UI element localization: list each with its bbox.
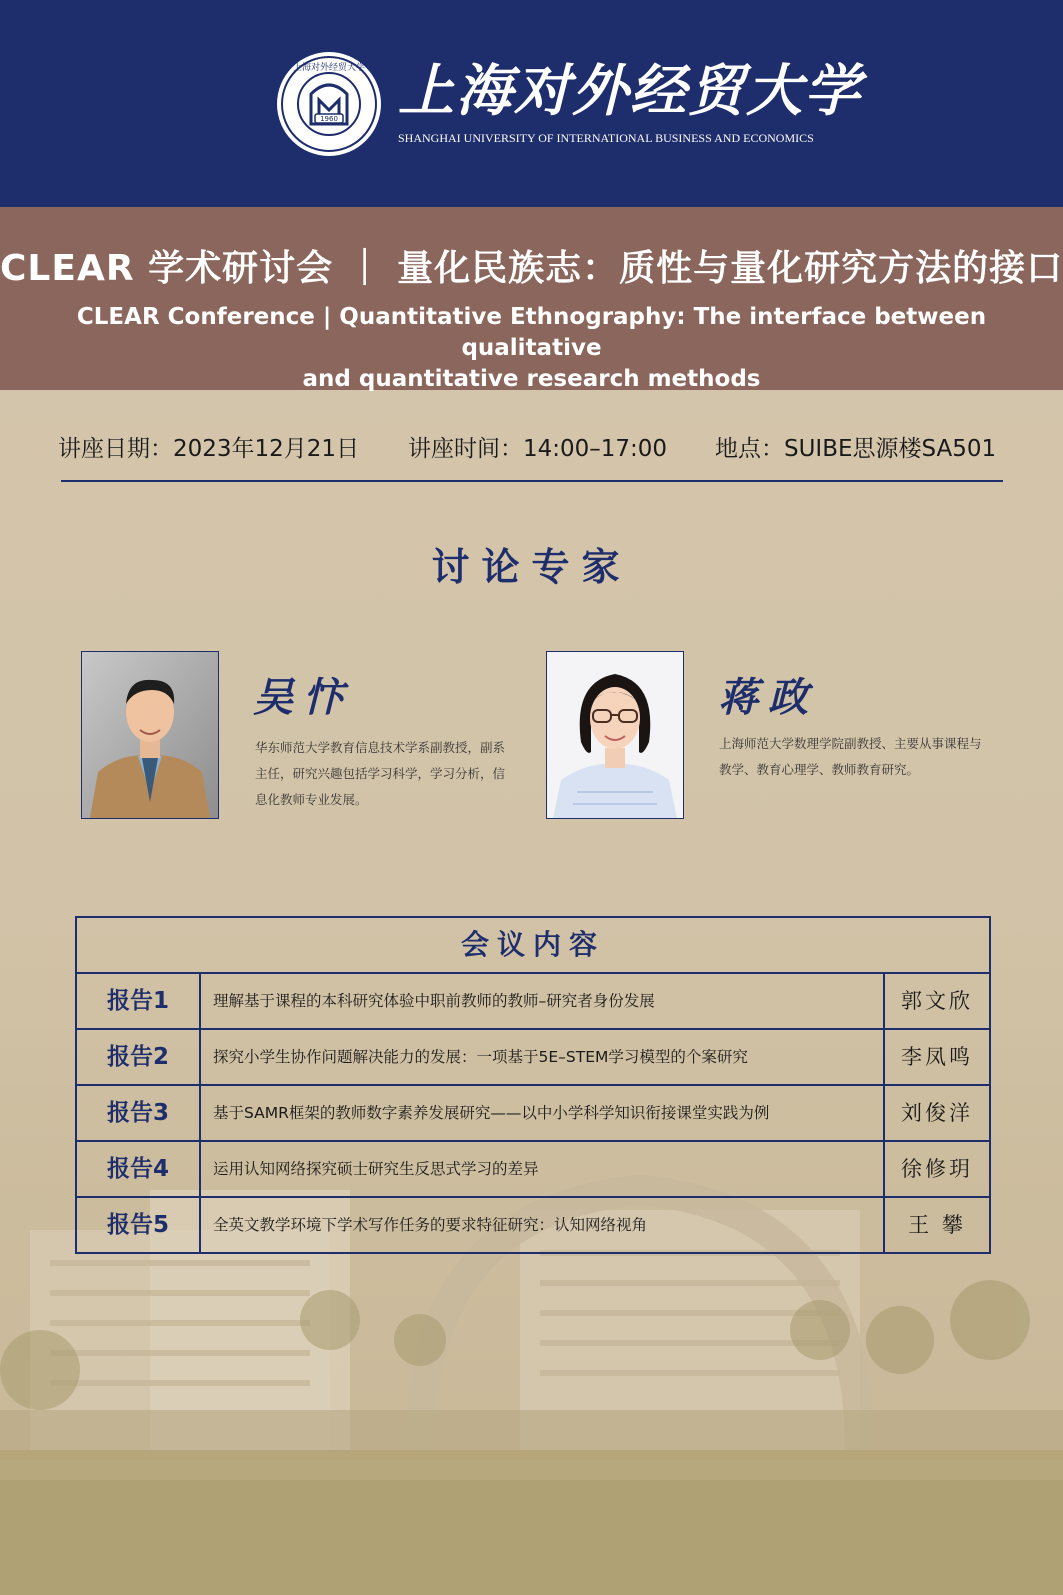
report-topic: 全英文教学环境下学术写作任务的要求特征研究：认知网络视角 xyxy=(213,1216,648,1234)
report-topic: 理解基于课程的本科研究体验中职前教师的教师–研究者身份发展 xyxy=(213,992,655,1010)
report-label: 报告3 xyxy=(77,1086,201,1140)
expert-name-1: 吴忭 xyxy=(253,674,353,721)
report-topic: 运用认知网络探究硕士研究生反思式学习的差异 xyxy=(213,1160,539,1178)
portrait-man-icon xyxy=(82,652,218,818)
portrait-woman-icon xyxy=(547,652,683,818)
agenda-row xyxy=(77,1030,989,1086)
seal-year: 1960 xyxy=(320,115,338,123)
report-label: 报告1 xyxy=(77,974,201,1028)
report-speaker: 徐修玥 xyxy=(883,1142,989,1196)
report-speaker: 李凤鸣 xyxy=(883,1030,989,1084)
seal-text: 上海对外经贸大学 xyxy=(292,63,366,73)
agenda-row xyxy=(77,1142,989,1198)
report-topic: 探究小学生协作问题解决能力的发展：一项基于5E–STEM学习模型的个案研究 xyxy=(213,1048,748,1066)
report-speaker: 王 攀 xyxy=(883,1198,989,1252)
report-label: 报告2 xyxy=(77,1030,201,1084)
expert-photo-2 xyxy=(546,651,684,819)
expert-name-2: 蒋政 xyxy=(718,674,818,721)
lecture-venue: 地点：SUIBE思源楼SA501 xyxy=(715,436,997,462)
report-speaker: 郭文欣 xyxy=(883,974,989,1028)
report-speaker: 刘俊洋 xyxy=(883,1086,989,1140)
report-label: 报告5 xyxy=(77,1198,201,1252)
expert-photo-1 xyxy=(81,651,219,819)
event-title-en-line1: CLEAR Conference | Quantitative Ethnography: The interface between qualitative xyxy=(76,304,987,361)
agenda-row xyxy=(77,1086,989,1142)
agenda-table xyxy=(75,916,991,1254)
university-seal-logo xyxy=(275,50,383,158)
lecture-time: 讲座时间：14:00–17:00 xyxy=(408,436,668,462)
university-name-en: SHANGHAI UNIVERSITY OF INTERNATIONAL BUSINESS AND ECONOMICS xyxy=(398,131,814,145)
event-title-en-line2: and quantitative research methods xyxy=(302,366,761,392)
divider xyxy=(61,480,1003,482)
agenda-title: 会议内容 xyxy=(77,918,989,974)
experts-section-title: 讨论专家 xyxy=(431,545,632,589)
university-name-cn: 上海对外经贸大学 xyxy=(398,58,862,124)
agenda-row xyxy=(77,974,989,1030)
event-info-row xyxy=(58,430,1018,464)
report-topic: 基于SAMR框架的教师数字素养发展研究——以中小学科学知识衔接课堂实践为例 xyxy=(213,1104,770,1122)
expert-bio-2: 上海师范大学数理学院副教授、主要从事课程与教学、教育心理学、教师教育研究。 xyxy=(719,736,982,777)
report-label: 报告4 xyxy=(77,1142,201,1196)
expert-bio-1: 华东师范大学教育信息技术学系副教授，副系主任，研究兴趣包括学习科学，学习分析，信息化教师专业发展。 xyxy=(255,740,506,807)
lecture-date: 讲座日期：2023年12月21日 xyxy=(58,436,360,462)
event-title-en xyxy=(30,302,1033,395)
event-title-cn: CLEAR 学术研讨会 ｜ 量化民族志：质性与量化研究方法的接口 xyxy=(0,248,1063,289)
header-band xyxy=(0,0,1063,207)
agenda-row xyxy=(77,1198,989,1252)
